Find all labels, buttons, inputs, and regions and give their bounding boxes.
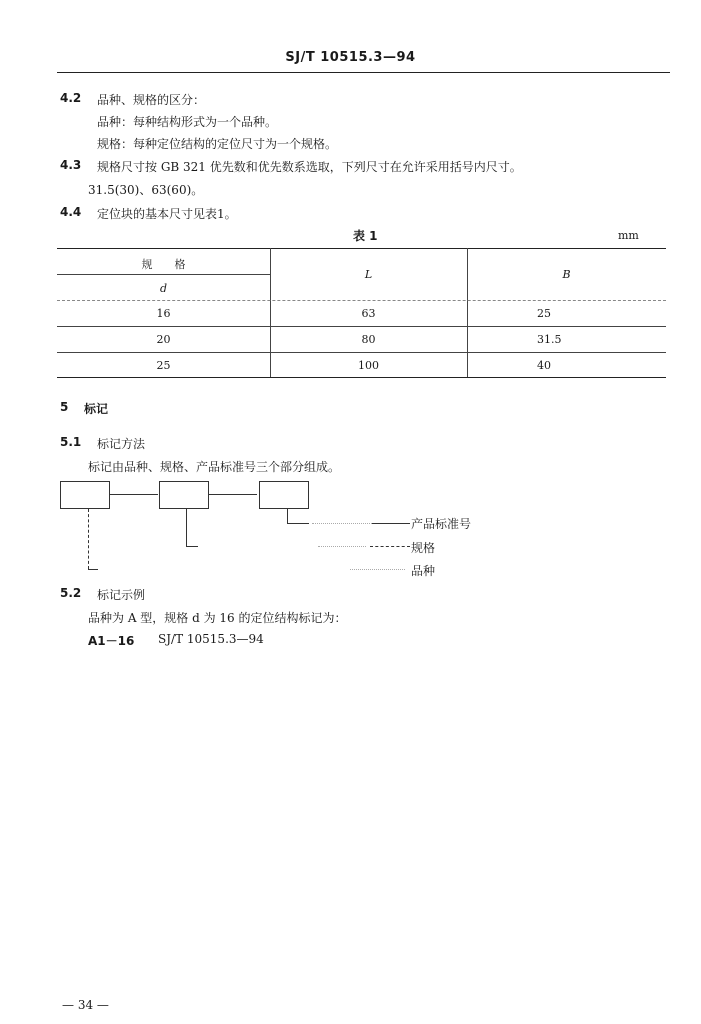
section-5-1-text: 标记由品种、规格、产品标准号三个部分组成。 xyxy=(88,460,341,474)
section-4-3-text: 规格尺寸按 GB 321 优先数和优先数系选取，下列尺寸在允许采用括号内尺寸。 xyxy=(97,160,522,174)
section-5-1-title: 标记方法 xyxy=(97,437,146,451)
diagram-leader-standard-h2 xyxy=(372,523,410,524)
table-cell-d-1: 16 xyxy=(156,307,171,320)
diagram-leader-variety-dots xyxy=(350,569,405,570)
table-unit: mm xyxy=(618,229,639,242)
table-header-L: L xyxy=(364,268,373,281)
table-header-bottom xyxy=(57,300,666,301)
table-cell-L-3: 100 xyxy=(358,359,379,372)
table-bottom-rule xyxy=(57,377,666,378)
table-cell-d-3: 25 xyxy=(156,359,171,372)
section-4-2-line1: 品种：每种结构形式为一个品种。 xyxy=(97,115,278,129)
diagram-dash-1 xyxy=(110,494,158,495)
section-4-4-number: 4.4 xyxy=(60,205,82,219)
table-cell-L-2: 80 xyxy=(361,333,376,346)
section-4-4-text: 定位块的基本尺寸见表1。 xyxy=(97,207,237,221)
diagram-dash-2 xyxy=(209,494,257,495)
diagram-label-variety: 品种 xyxy=(411,564,436,578)
section-4-3-line1: 31.5(30)、63(60)。 xyxy=(88,183,204,197)
table-cell-B-2: 31.5 xyxy=(537,333,562,346)
header-rule xyxy=(57,72,670,73)
section-4-2-number: 4.2 xyxy=(60,91,82,105)
diagram-box-spec xyxy=(159,481,209,509)
table-header-d: d xyxy=(159,282,168,295)
table-cell-L-1: 63 xyxy=(361,307,376,320)
section-5-number: 5 xyxy=(60,400,69,414)
table-cell-B-3: 40 xyxy=(537,359,551,372)
example-standard: SJ/T 10515.3—94 xyxy=(158,632,264,646)
section-4-2-line2: 规格：每种定位结构的定位尺寸为一个规格。 xyxy=(97,137,338,151)
example-code: A1－16 xyxy=(88,634,135,648)
section-5-2-number: 5.2 xyxy=(60,586,82,600)
table-row-rule-2 xyxy=(57,352,666,353)
diagram-leader-standard-v xyxy=(287,509,288,523)
diagram-leader-standard-h xyxy=(287,523,309,524)
section-5-1-number: 5.1 xyxy=(60,435,82,449)
diagram-box-standard xyxy=(259,481,309,509)
table-header-split xyxy=(57,274,270,275)
table-header-spec: 规 格 xyxy=(141,258,186,271)
diagram-leader-variety-v xyxy=(88,509,89,569)
section-5-2-title: 标记示例 xyxy=(97,588,146,602)
table-top-rule xyxy=(57,248,666,249)
diagram-leader-variety-h xyxy=(88,569,98,570)
section-4-2-text: 品种、规格的区分： xyxy=(97,93,206,107)
section-5-title: 标记 xyxy=(84,402,109,416)
diagram-leader-spec-h xyxy=(186,546,198,547)
diagram-leader-spec-h2 xyxy=(370,546,410,547)
table-cell-B-1: 25 xyxy=(537,307,551,320)
page-number: — 34 — xyxy=(62,998,109,1012)
diagram-box-variety xyxy=(60,481,110,509)
diagram-leader-spec-v xyxy=(186,509,187,546)
document-header: SJ/T 10515.3—94 xyxy=(285,50,416,65)
table-header-B: B xyxy=(562,268,571,281)
diagram-leader-spec-dots xyxy=(318,546,366,547)
table-caption: 表 1 xyxy=(353,229,378,243)
diagram-leader-standard-dots xyxy=(312,523,372,524)
table-row-rule-1 xyxy=(57,326,666,327)
table-cell-d-2: 20 xyxy=(156,333,171,346)
diagram-label-standard: 产品标准号 xyxy=(411,517,472,531)
section-5-2-text: 品种为 A 型，规格 d 为 16 的定位结构标记为： xyxy=(88,611,347,625)
diagram-label-spec: 规格 xyxy=(411,541,436,555)
section-4-3-number: 4.3 xyxy=(60,158,82,172)
